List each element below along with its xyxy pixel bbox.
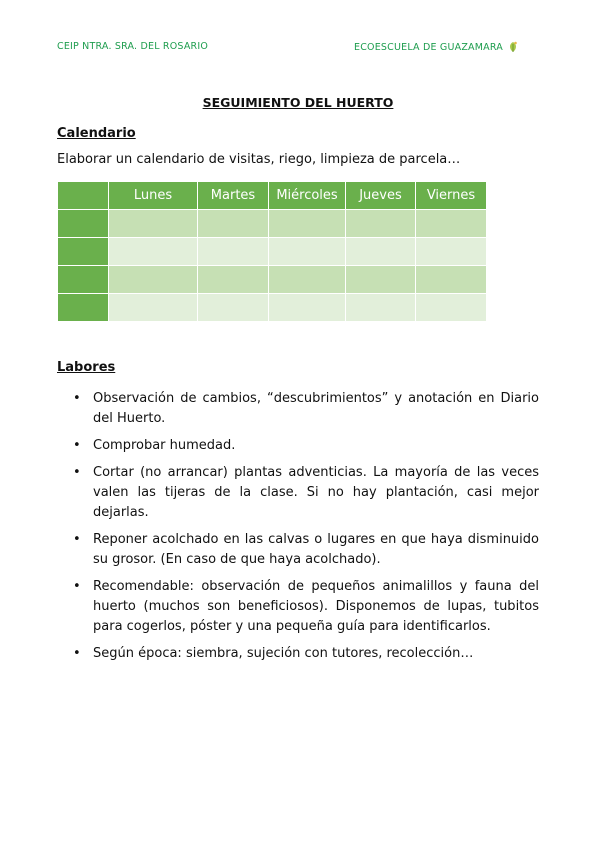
calendar-day-header: Viernes — [416, 182, 487, 210]
calendar-cell — [269, 294, 346, 322]
bullet-icon: • — [73, 438, 81, 453]
labores-item-text: Comprobar humedad. — [93, 438, 236, 453]
labores-item-text: Reponer acolchado en las calvas o lugares en que haya disminuido su grosor. (En caso de que haya acolchado). — [93, 532, 539, 567]
calendar-cell — [269, 238, 346, 266]
calendar-header-row — [58, 182, 487, 210]
calendar-day-header: Martes — [198, 182, 269, 210]
labores-item-text: Recomendable: observación de pequeños animalillos y fauna del huerto (muchos son beneficiosos). Disponemos de lupas, tubitos para cogerlos, póster y una pequeña guía para identificarlos. — [93, 579, 539, 634]
calendar-cell — [416, 266, 487, 294]
calendar-day-header: Jueves — [346, 182, 416, 210]
calendar-row — [58, 294, 487, 322]
bullet-icon: • — [73, 465, 81, 480]
labores-list — [57, 389, 539, 671]
calendar-cell — [198, 210, 269, 238]
calendar-cell — [346, 294, 416, 322]
calendar-cell — [109, 238, 198, 266]
calendar-heading: Calendario — [57, 126, 136, 141]
bullet-icon: • — [73, 579, 81, 594]
labores-item — [57, 389, 539, 429]
leaf-icon — [508, 41, 518, 56]
calendar-cell — [269, 266, 346, 294]
labores-heading: Labores — [57, 360, 116, 375]
calendar-row — [58, 266, 487, 294]
calendar-corner-cell — [58, 182, 109, 210]
calendar-cell — [269, 210, 346, 238]
document-title: SEGUIMIENTO DEL HUERTO — [202, 95, 394, 110]
labores-item — [57, 644, 539, 664]
calendar-cell — [346, 238, 416, 266]
header-school-name: CEIP NTRA. SRA. DEL ROSARIO — [57, 41, 208, 52]
labores-item-text: Cortar (no arrancar) plantas adventicias. La mayoría de las veces valen las tijeras de la clase. Si no hay plantación, casi mejor dejarlas. — [93, 465, 539, 520]
calendar-row-header-cell — [58, 266, 109, 294]
calendar-body — [58, 210, 487, 322]
calendar-cell — [346, 210, 416, 238]
calendar-cell — [109, 266, 198, 294]
bullet-icon: • — [73, 532, 81, 547]
calendar-cell — [416, 294, 487, 322]
labores-item — [57, 530, 539, 570]
calendar-cell — [198, 294, 269, 322]
header-ecoschool — [354, 41, 518, 56]
calendar-cell — [198, 238, 269, 266]
calendar-row-header-cell — [58, 238, 109, 266]
calendar-cell — [109, 294, 198, 322]
calendar-row-header-cell — [58, 294, 109, 322]
calendar-intro: Elaborar un calendario de visitas, riego, limpieza de parcela… — [57, 152, 461, 167]
calendar-cell — [416, 210, 487, 238]
calendar-cell — [198, 266, 269, 294]
calendar-row — [58, 238, 487, 266]
calendar-row-header-cell — [58, 210, 109, 238]
bullet-icon: • — [73, 391, 81, 406]
labores-item — [57, 577, 539, 637]
labores-item-text: Observación de cambios, “descubrimientos” y anotación en Diario del Huerto. — [93, 391, 539, 426]
calendar-cell — [416, 238, 487, 266]
labores-item — [57, 436, 539, 456]
calendar-row — [58, 210, 487, 238]
labores-item-text: Según época: siembra, sujeción con tutores, recolección… — [93, 646, 474, 661]
calendar-cell — [346, 266, 416, 294]
header-ecoschool-label: ECOESCUELA DE GUAZAMARA — [354, 42, 503, 53]
calendar-cell — [109, 210, 198, 238]
calendar-day-header: Miércoles — [269, 182, 346, 210]
calendar-table — [57, 181, 487, 322]
calendar-day-header: Lunes — [109, 182, 198, 210]
labores-item — [57, 463, 539, 523]
bullet-icon: • — [73, 646, 81, 661]
